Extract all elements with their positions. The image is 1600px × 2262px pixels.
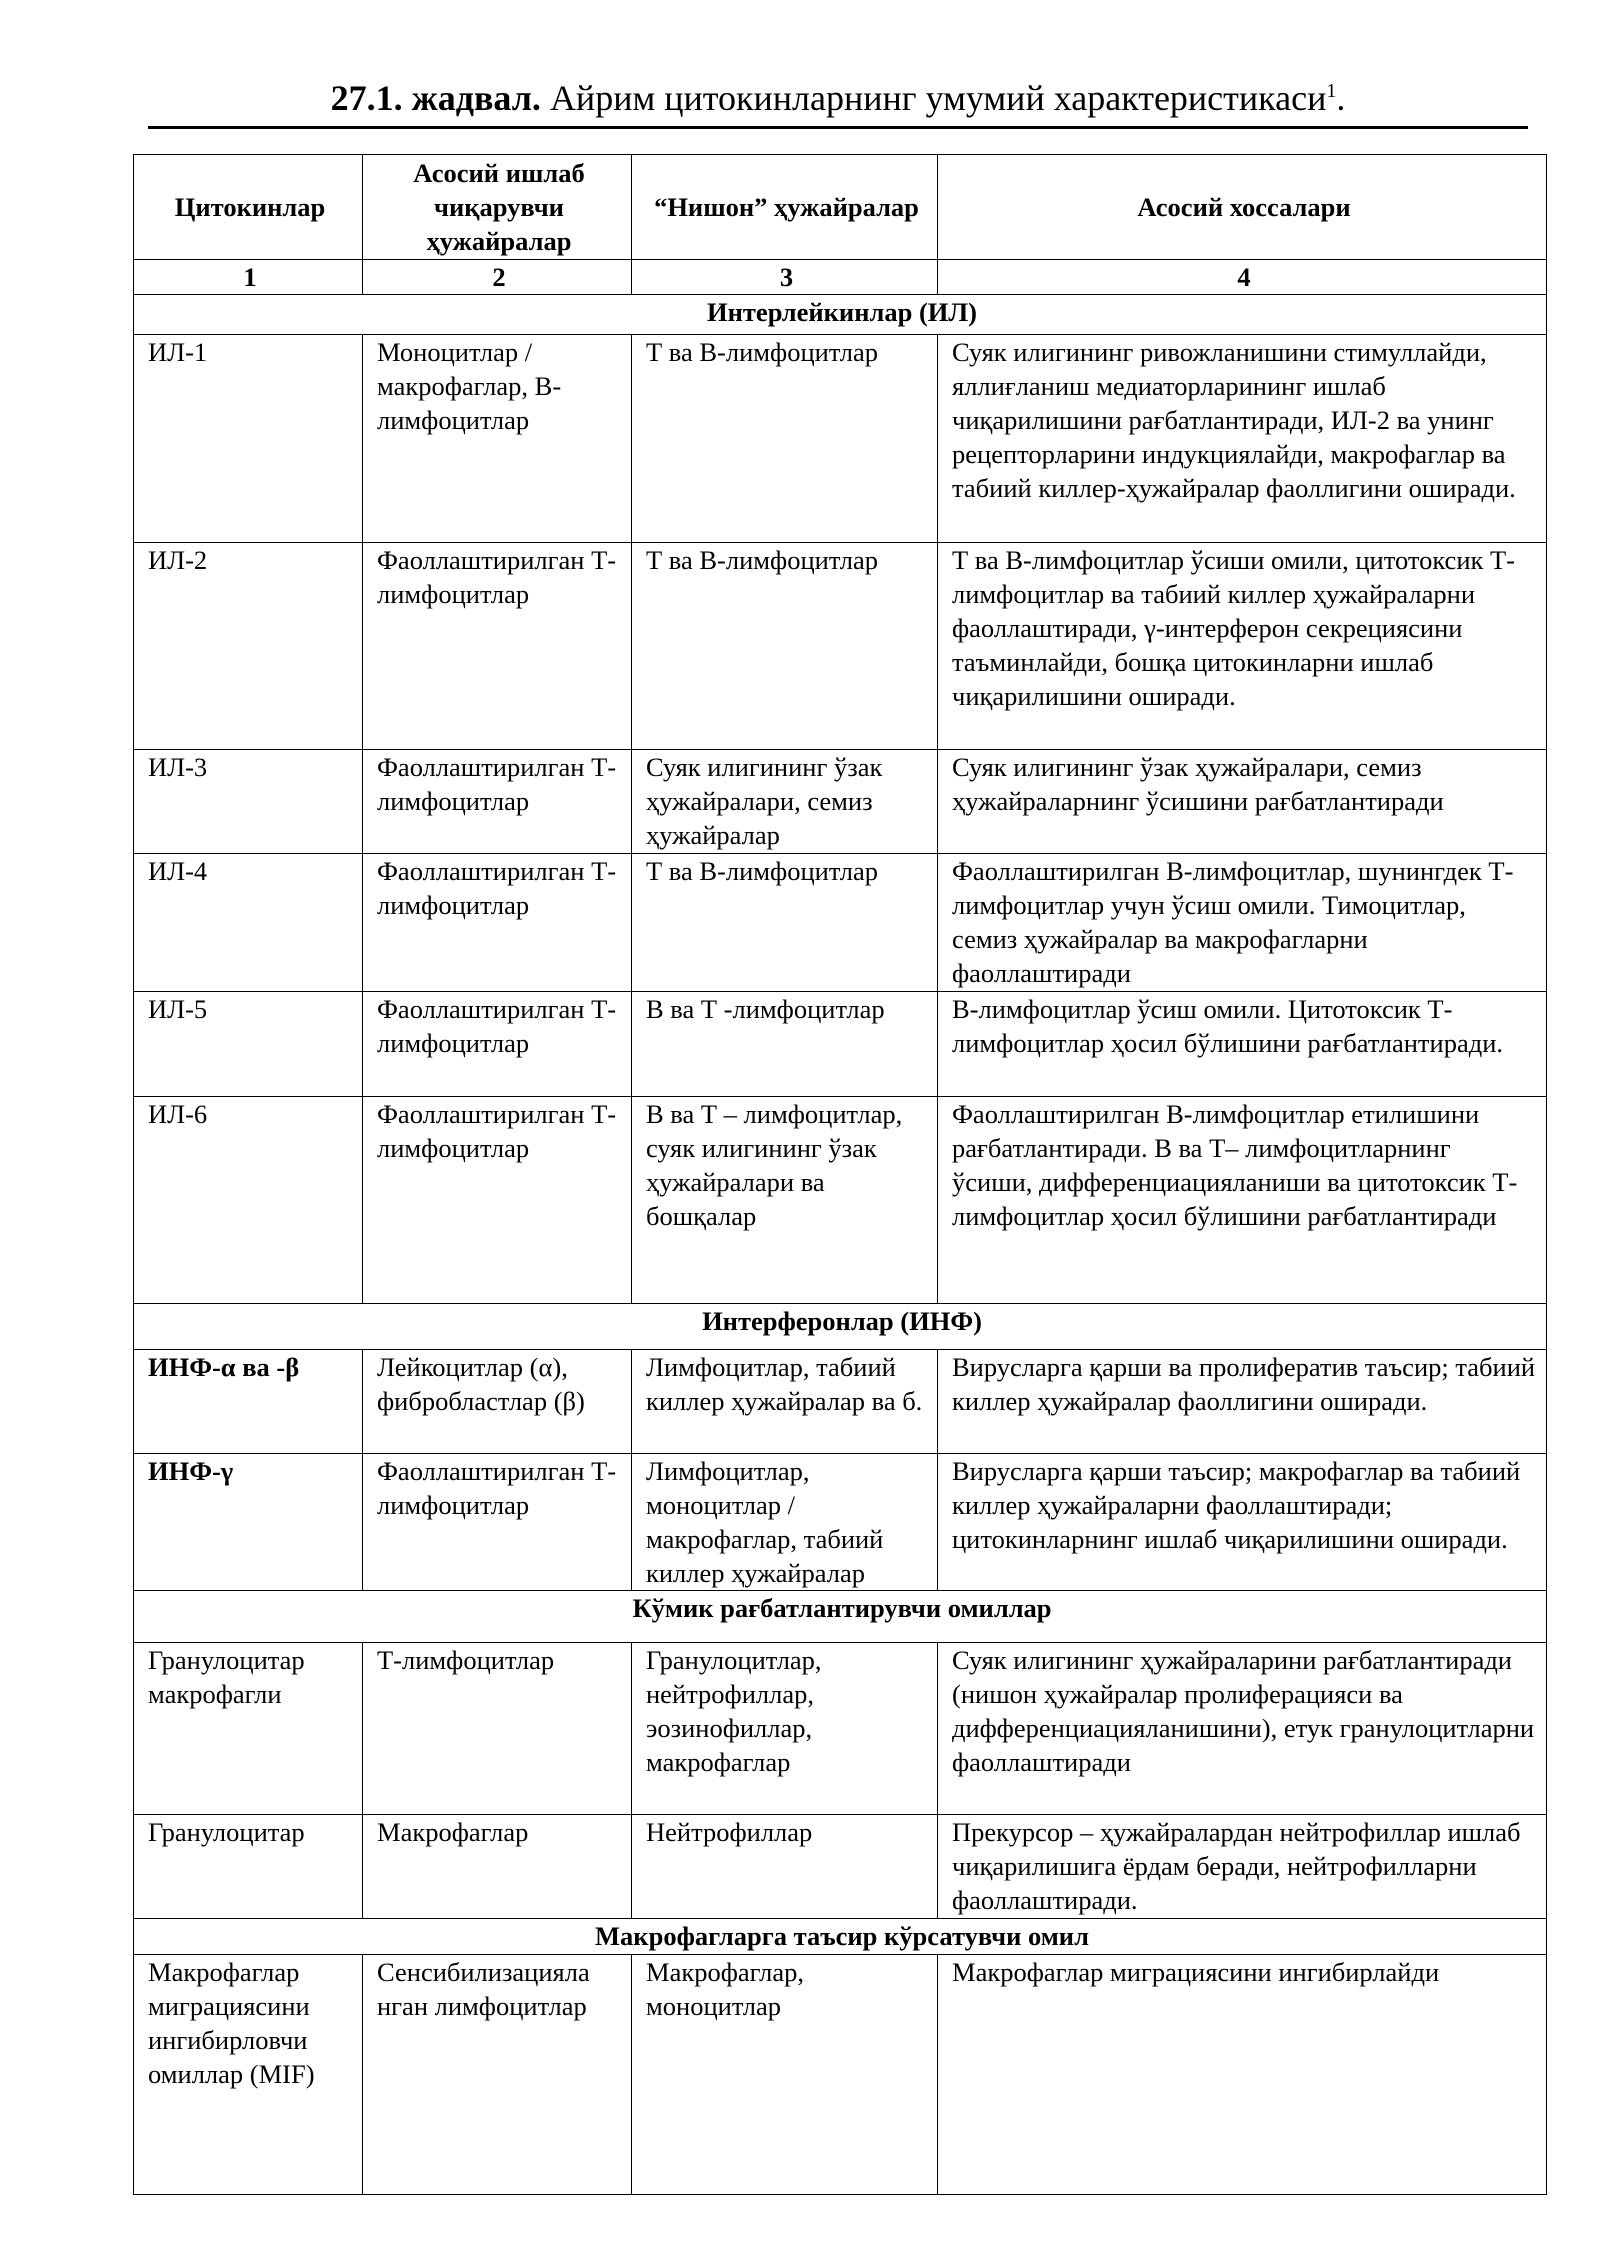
table-row [134, 1454, 1547, 1591]
producer-cells: Т-лимфоцитлар [363, 1643, 632, 1815]
target-cells: Т ва В-лимфоцитлар [632, 543, 938, 750]
table-row [134, 750, 1547, 854]
section-row [134, 1591, 1547, 1643]
main-properties: Фаоллаштирилган В-лимфоцитлар, шунингдек Т-лимфоцитлар учун ўсиш омили. Тимоцитлар, семиз ҳужайралар ва макрофагларни фаоллаштиради [938, 854, 1547, 992]
header-cell: Асосий хоссалари [938, 155, 1547, 260]
main-properties: Суяк илигининг ўзак ҳужайралари, семиз ҳужайраларнинг ўсишини рағбатлантиради [938, 750, 1547, 854]
cytokine-name: Гранулоцитар [134, 1815, 363, 1919]
table-row [134, 992, 1547, 1097]
table-row [134, 854, 1547, 992]
cytokine-name: ИЛ-1 [134, 335, 363, 543]
main-properties: Т ва В-лимфоцитлар ўсиши омили, цитотоксик Т-лимфоцитлар ва табиий киллер ҳужайраларни фаоллаштиради, γ-интерферон секрециясини таъминлайди, бошқа цитокинларни ишлаб чиқарилишини оширади. [938, 543, 1547, 750]
table-title-text: Айрим цитокинларнинг умумий характеристикаси [540, 78, 1327, 118]
producer-cells: Макрофаглар [363, 1815, 632, 1919]
main-properties: Прекурсор – ҳужайралардан нейтрофиллар ишлаб чиқарилишига ёрдам беради, нейтрофилларни фаоллаштиради. [938, 1815, 1547, 1919]
table-caption [148, 74, 1528, 129]
target-cells: Лимфоцитлар, табиий киллер ҳужайралар ва б. [632, 1350, 938, 1454]
table-row [134, 1350, 1547, 1454]
column-number: 4 [938, 260, 1547, 295]
table-row [134, 1955, 1547, 2195]
producer-cells: Фаоллаштирилган Т-лимфоцитлар [363, 1454, 632, 1591]
cytokine-name: ИЛ-3 [134, 750, 363, 854]
column-number: 2 [363, 260, 632, 295]
table-row [134, 1643, 1547, 1815]
producer-cells: Фаоллаштирилган Т-лимфоцитлар [363, 992, 632, 1097]
section-title: Кўмик рағбатлантирувчи омиллар [134, 1591, 1547, 1643]
target-cells: Т ва В-лимфоцитлар [632, 335, 938, 543]
section-title: Макрофагларга таъсир кўрсатувчи омил [134, 1919, 1547, 1955]
main-properties: Макрофаглар миграциясини ингибирлайди [938, 1955, 1547, 2195]
header-cell: Асосий ишлаб чиқарувчи ҳужайралар [363, 155, 632, 260]
producer-cells: Сенсибилизацияла нган лимфоцитлар [363, 1955, 632, 2195]
header-row [134, 155, 1547, 260]
main-properties: Фаоллаштирилган В-лимфоцитлар етилишини рағбатлантиради. В ва Т– лимфоцитларнинг ўсиши, дифференциацияланиши ва цитотоксик Т-лимфоцитлар ҳосил бўлишини рағбатлантиради [938, 1097, 1547, 1304]
producer-cells: Фаоллаштирилган Т-лимфоцитлар [363, 750, 632, 854]
cytokine-name: ИНФ-γ [134, 1454, 363, 1591]
page-title [148, 74, 1528, 122]
table-row [134, 543, 1547, 750]
table-row [134, 335, 1547, 543]
header-cell: “Нишон” ҳужайралар [632, 155, 938, 260]
producer-cells: Моноцитлар / макрофаглар, В-лимфоцитлар [363, 335, 632, 543]
main-properties: В-лимфоцитлар ўсиш омили. Цитотоксик Т-лимфоцитлар ҳосил бўлишини рағбатлантиради. [938, 992, 1547, 1097]
target-cells: В ва Т -лимфоцитлар [632, 992, 938, 1097]
table-number: 27.1. жадвал. [330, 78, 541, 118]
target-cells: Суяк илигининг ўзак ҳужайралари, семиз ҳужайралар [632, 750, 938, 854]
target-cells: Нейтрофиллар [632, 1815, 938, 1919]
producer-cells: Лейкоцитлар (α), фибробластлар (β) [363, 1350, 632, 1454]
section-title: Интерферонлар (ИНФ) [134, 1304, 1547, 1350]
column-number-row [134, 260, 1547, 295]
section-row [134, 1304, 1547, 1350]
producer-cells: Фаоллаштирилган Т-лимфоцитлар [363, 543, 632, 750]
producer-cells: Фаоллаштирилган Т-лимфоцитлар [363, 854, 632, 992]
target-cells: Лимфоцитлар, моноцитлар / макрофаглар, табиий киллер ҳужайралар [632, 1454, 938, 1591]
target-cells: Макрофаглар, моноцитлар [632, 1955, 938, 2195]
target-cells: В ва Т – лимфоцитлар, суяк илигининг ўзак ҳужайралари ва бошқалар [632, 1097, 938, 1304]
cytokine-name: ИЛ-6 [134, 1097, 363, 1304]
cytokine-name: Гранулоцитар макрофагли [134, 1643, 363, 1815]
main-properties: Суяк илигининг ҳужайраларини рағбатлантиради (нишон ҳужайралар пролиферацияси ва дифференциацияланишини), етук гранулоцитларни фаоллаштиради [938, 1643, 1547, 1815]
main-properties: Вирусларга қарши таъсир; макрофаглар ва табиий киллер ҳужайраларни фаоллаштиради; цитокинларнинг ишлаб чиқарилишини оширади. [938, 1454, 1547, 1591]
target-cells: Гранулоцитлар, нейтрофиллар, эозинофиллар, макрофаглар [632, 1643, 938, 1815]
header-cell: Цитокинлар [134, 155, 363, 260]
footnote-marker: 1 [1326, 80, 1337, 102]
cytokine-table [133, 154, 1547, 2195]
producer-cells: Фаоллаштирилган Т-лимфоцитлар [363, 1097, 632, 1304]
section-row [134, 295, 1547, 335]
cytokine-name: ИЛ-2 [134, 543, 363, 750]
column-number: 1 [134, 260, 363, 295]
target-cells: Т ва В-лимфоцитлар [632, 854, 938, 992]
main-properties: Вирусларга қарши ва пролифератив таъсир; табиий киллер ҳужайралар фаоллигини оширади. [938, 1350, 1547, 1454]
cytokine-name: ИНФ-α ва -β [134, 1350, 363, 1454]
section-title: Интерлейкинлар (ИЛ) [134, 295, 1547, 335]
table-row [134, 1815, 1547, 1919]
table-row [134, 1097, 1547, 1304]
column-number: 3 [632, 260, 938, 295]
title-period: . [1336, 78, 1346, 118]
main-properties: Суяк илигининг ривожланишини стимуллайди, яллиғланиш медиаторларининг ишлаб чиқарилишини рағбатлантиради, ИЛ-2 ва унинг рецепторларини индукциялайди, макрофаглар ва табиий киллер-ҳужайралар фаоллигини оширади. [938, 335, 1547, 543]
section-row [134, 1919, 1547, 1955]
cytokine-name: ИЛ-4 [134, 854, 363, 992]
cytokine-name: Макрофаглар миграциясини ингибирловчи омиллар (MIF) [134, 1955, 363, 2195]
cytokine-name: ИЛ-5 [134, 992, 363, 1097]
